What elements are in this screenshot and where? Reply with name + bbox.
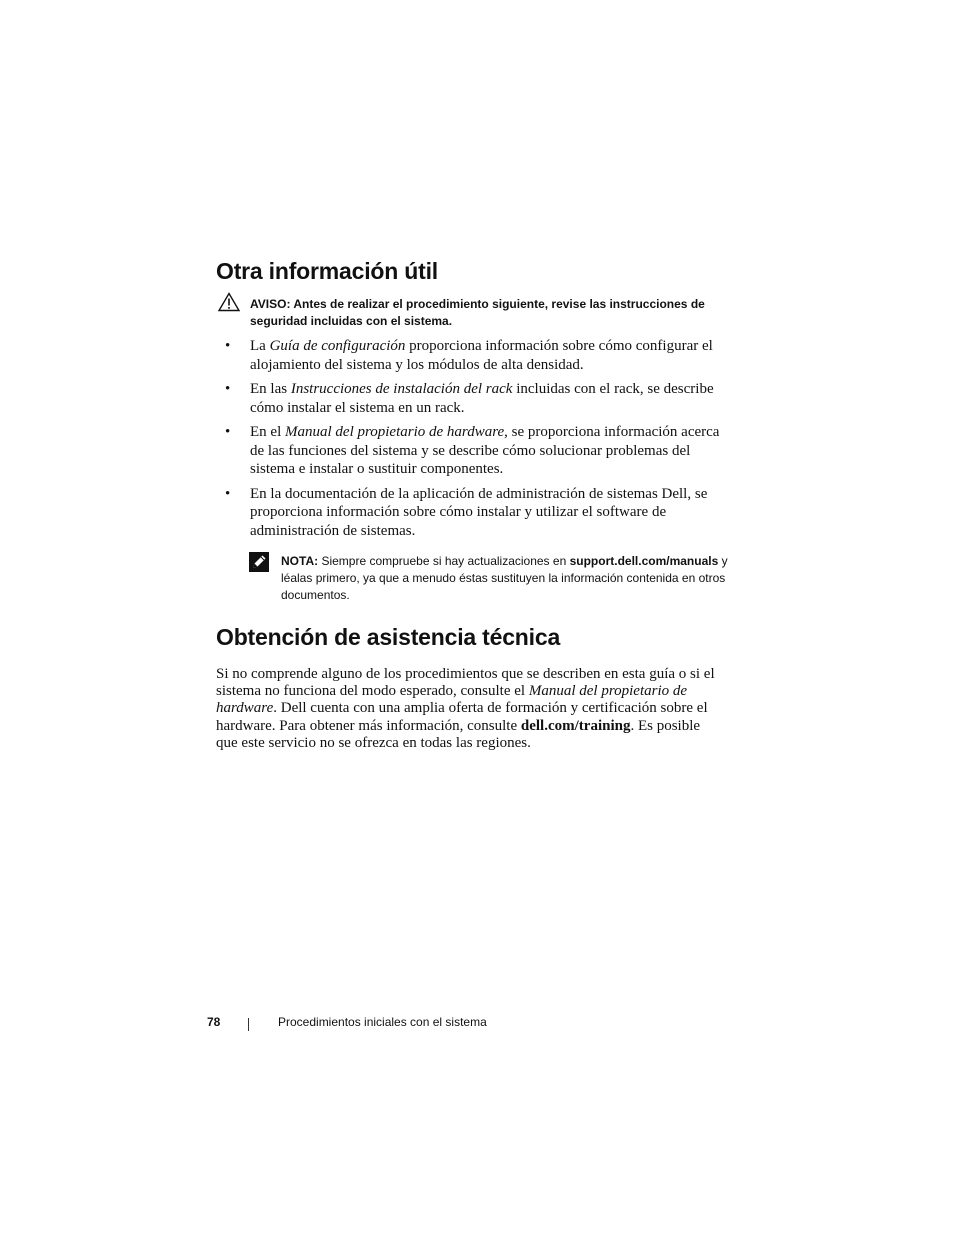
note-text [281,553,731,604]
list-item [216,380,726,417]
list-item-title: Instrucciones de instalación del rack [290,381,513,397]
footer-title: Procedimientos iniciales con el sistema [278,1015,487,1029]
note-body: Siempre compruebe si hay actualizaciones en [318,554,570,568]
asistencia-paragraph [216,666,716,752]
list-item [216,337,726,374]
list-item-text: incluidas con el rack, se describe cómo instalar el sistema en un rack. [250,381,714,416]
paragraph-text: Si no comprende alguno de los procedimientos que se describen en esta guía o si el sistema no funciona del modo esperado, consulte el [216,666,715,700]
paragraph-text: . Es posible que este servicio no se ofrezca en todas las regiones. [216,717,701,751]
note-link-support[interactable]: support.dell.com/manuals [569,554,719,568]
warning-text [250,296,720,330]
list-item-text: En el [250,424,285,440]
list-item [216,485,726,541]
footer-divider [248,1018,249,1031]
section-heading-asistencia-tecnica: Obtención de asistencia técnica [216,624,561,650]
list-item-text: La [250,338,270,354]
paragraph-text: . Dell cuenta con una amplia oferta de formación y certificación sobre el hardware. Para obtener más información, consulte [216,700,708,734]
note-body: y léalas primero, ya que a menudo éstas sustituyen la información contenida en otros documentos. [281,554,728,602]
page-number: 78 [207,1015,221,1029]
list-item-text: En la documentación de la aplicación de administración de sistemas Dell, se proporciona información sobre cómo instalar y utilizar el software de administración de sistemas. [250,485,708,539]
warning-body: Antes de realizar el procedimiento siguiente, revise las instrucciones de seguridad incluidas con el sistema. [250,297,705,328]
page-footer [0,1015,954,1035]
paragraph-title: Manual del propietario de hardware [216,683,688,717]
list-item-text: En las [250,381,291,397]
warning-label: AVISO: [250,297,291,311]
section-heading-otra-informacion: Otra información útil [216,258,438,284]
list-item [216,423,726,479]
list-item-title: Guía de configuración [269,338,406,354]
note-label: NOTA: [281,554,319,568]
list-item-text: proporciona información sobre cómo configurar el alojamiento del sistema y los módulos de alta densidad. [250,338,713,373]
list-item-title: Manual del propietario de hardware [285,424,505,440]
link-dell-training[interactable]: dell.com/training [520,717,631,734]
info-list [216,337,726,546]
note-pencil-icon [249,552,269,577]
warning-triangle-icon [218,292,240,317]
bullet-icon: • [225,424,231,440]
list-item-text: , se proporciona información acerca de las funciones del sistema y se describe cómo solucionar problemas del sistema e instalar o sustituir componentes. [250,424,720,477]
bullet-icon: • [225,338,231,354]
bullet-icon: • [225,381,231,397]
bullet-icon: • [225,485,231,502]
